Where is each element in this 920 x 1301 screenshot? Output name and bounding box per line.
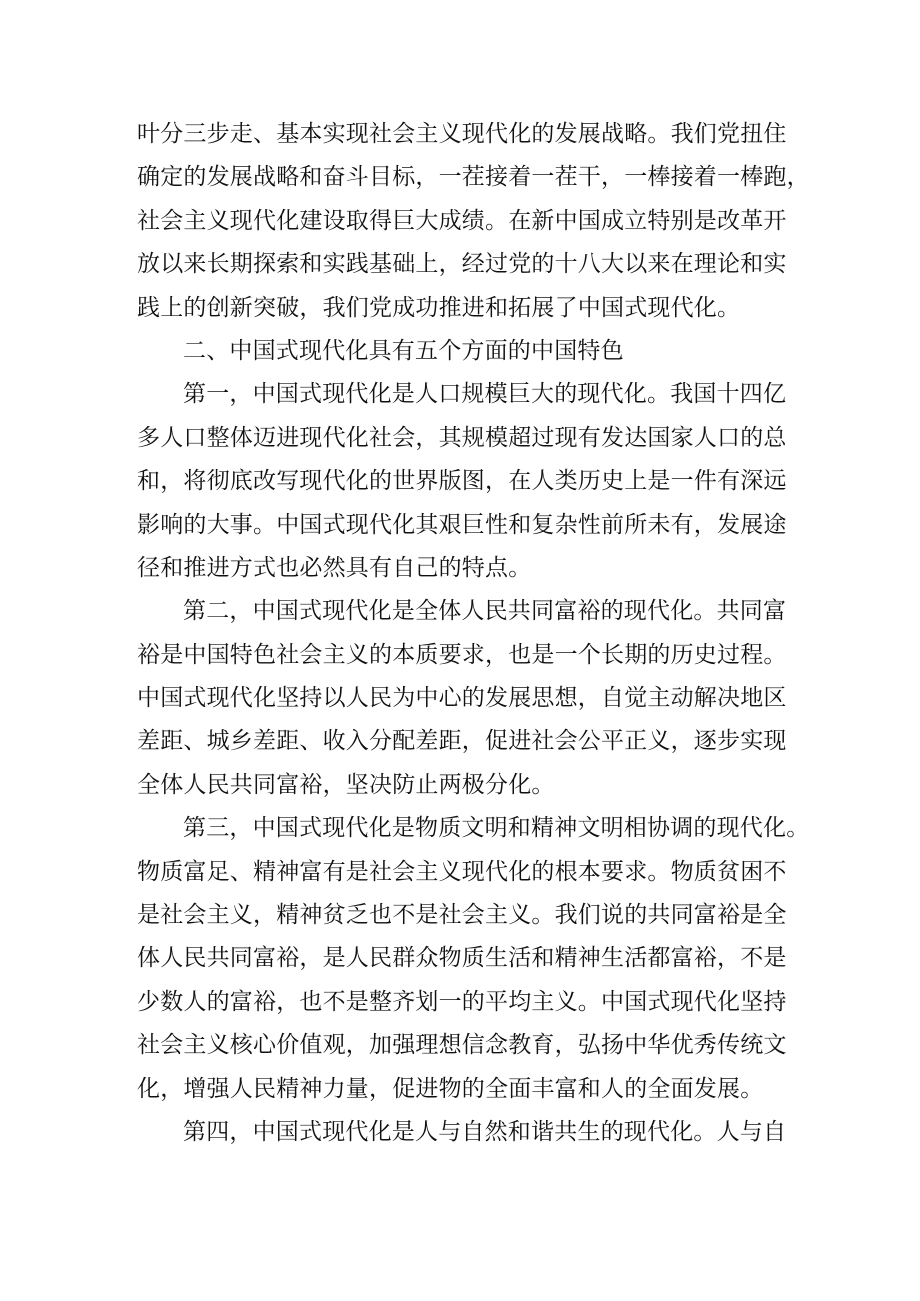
text-line: 全体人民共同富裕，坚决防止两极分化。	[137, 771, 555, 798]
paragraph-first-line: 第二，中国式现代化是全体人民共同富裕的现代化。共同富	[183, 598, 787, 625]
text-line: 化，增强人民精神力量，促进物的全面丰富和人的全面发展。	[137, 1075, 764, 1102]
paragraph-first-line: 第一，中国式现代化是人口规模巨大的现代化。我国十四亿	[183, 381, 787, 408]
text-line: 践上的创新突破，我们党成功推进和拓展了中国式现代化。	[137, 294, 741, 321]
text-line: 裕是中国特色社会主义的本质要求，也是一个长期的历史过程。	[137, 641, 787, 668]
text-line: 和，将彻底改写现代化的世界版图，在人类历史上是一件有深远	[137, 468, 787, 495]
text-line: 社会主义现代化建设取得巨大成绩。在新中国成立特别是改革开	[137, 207, 787, 234]
text-line: 是社会主义，精神贫乏也不是社会主义。我们说的共同富裕是全	[137, 902, 787, 929]
text-line: 放以来长期探索和实践基础上，经过党的十八大以来在理论和实	[137, 251, 787, 278]
paragraph-first-line: 二、中国式现代化具有五个方面的中国特色	[183, 337, 624, 364]
paragraph-first-line: 第四，中国式现代化是人与自然和谐共生的现代化。人与自	[183, 1118, 787, 1145]
text-line: 确定的发展战略和奋斗目标，一茬接着一茬干，一棒接着一棒跑，	[137, 164, 810, 191]
text-line: 影响的大事。中国式现代化其艰巨性和复杂性前所未有，发展途	[137, 511, 787, 538]
text-line: 中国式现代化坚持以人民为中心的发展思想，自觉主动解决地区	[137, 685, 787, 712]
text-line: 径和推进方式也必然具有自己的特点。	[137, 554, 532, 581]
text-line: 少数人的富裕，也不是整齐划一的平均主义。中国式现代化坚持	[137, 988, 787, 1015]
text-line: 多人口整体迈进现代化社会，其规模超过现有发达国家人口的总	[137, 424, 787, 451]
text-line: 叶分三步走、基本实现社会主义现代化的发展战略。我们党扭住	[137, 121, 787, 147]
text-line: 体人民共同富裕，是人民群众物质生活和精神生活都富裕，不是	[137, 945, 787, 972]
text-line: 差距、城乡差距、收入分配差距，促进社会公平正义，逐步实现	[137, 728, 787, 755]
body-text	[137, 113, 810, 1154]
text-line: 社会主义核心价值观，加强理想信念教育，弘扬中华优秀传统文	[137, 1032, 787, 1059]
paragraph-first-line: 第三，中国式现代化是物质文明和精神文明相协调的现代化。	[183, 815, 810, 842]
text-line: 物质富足、精神富有是社会主义现代化的根本要求。物质贫困不	[137, 858, 787, 885]
